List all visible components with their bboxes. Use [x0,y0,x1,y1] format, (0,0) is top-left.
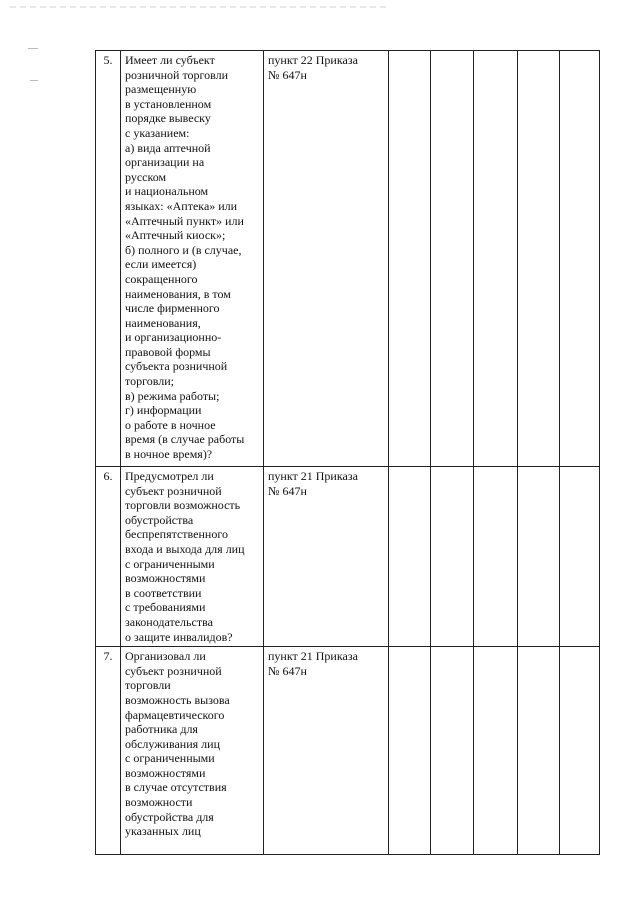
answer-cell [389,51,431,467]
answer-cell [474,647,518,855]
answer-cell [560,467,600,647]
answer-cell [518,647,560,855]
answer-cell [389,647,431,855]
row-number: 6. [96,467,121,647]
answer-cell [518,467,560,647]
answer-cell [518,51,560,467]
legal-reference: пункт 21 Приказа № 647н [264,647,389,855]
question-text: Организовал ли субъект розничной торговли возможность вызова фармацевтического работника для обслуживания лиц с ограниченными возможностями в случае отсутствия возможности обустройства для указанных лиц [121,647,264,855]
answer-cell [389,467,431,647]
table-row [96,647,600,855]
answer-cell [474,51,518,467]
table-row [96,51,600,467]
answer-cell [474,467,518,647]
scan-mark [28,48,38,49]
legal-reference: пункт 21 Приказа № 647н [264,467,389,647]
scan-artifact [10,6,390,8]
table-row [96,467,600,647]
checklist-table [95,50,600,855]
answer-cell [431,51,474,467]
row-number: 5. [96,51,121,467]
answer-cell [431,467,474,647]
row-number: 7. [96,647,121,855]
question-text: Имеет ли субъект розничной торговли размещенную в установленном порядке вывеску с указанием: а) вида аптечной организации на русском и национальном языках: «Аптека» или «Аптечный пункт» или «Аптечный киоск»; б) полного и (в случае, если имеется) сокращенного наименования, в том числе фирменного наименования, и организационно- правовой формы субъекта розничной торговли; в) режима работы; г) информации о работе в ночное время (в случае работы в ночное время)? [121,51,264,467]
answer-cell [560,51,600,467]
answer-cell [560,647,600,855]
answer-cell [431,647,474,855]
legal-reference: пункт 22 Приказа № 647н [264,51,389,467]
question-text: Предусмотрел ли субъект розничной торговли возможность обустройства беспрепятственного входа и выхода для лиц с ограниченными возможностями в соответствии с требованиями законодательства о защите инвалидов? [121,467,264,647]
scan-mark [30,80,38,81]
